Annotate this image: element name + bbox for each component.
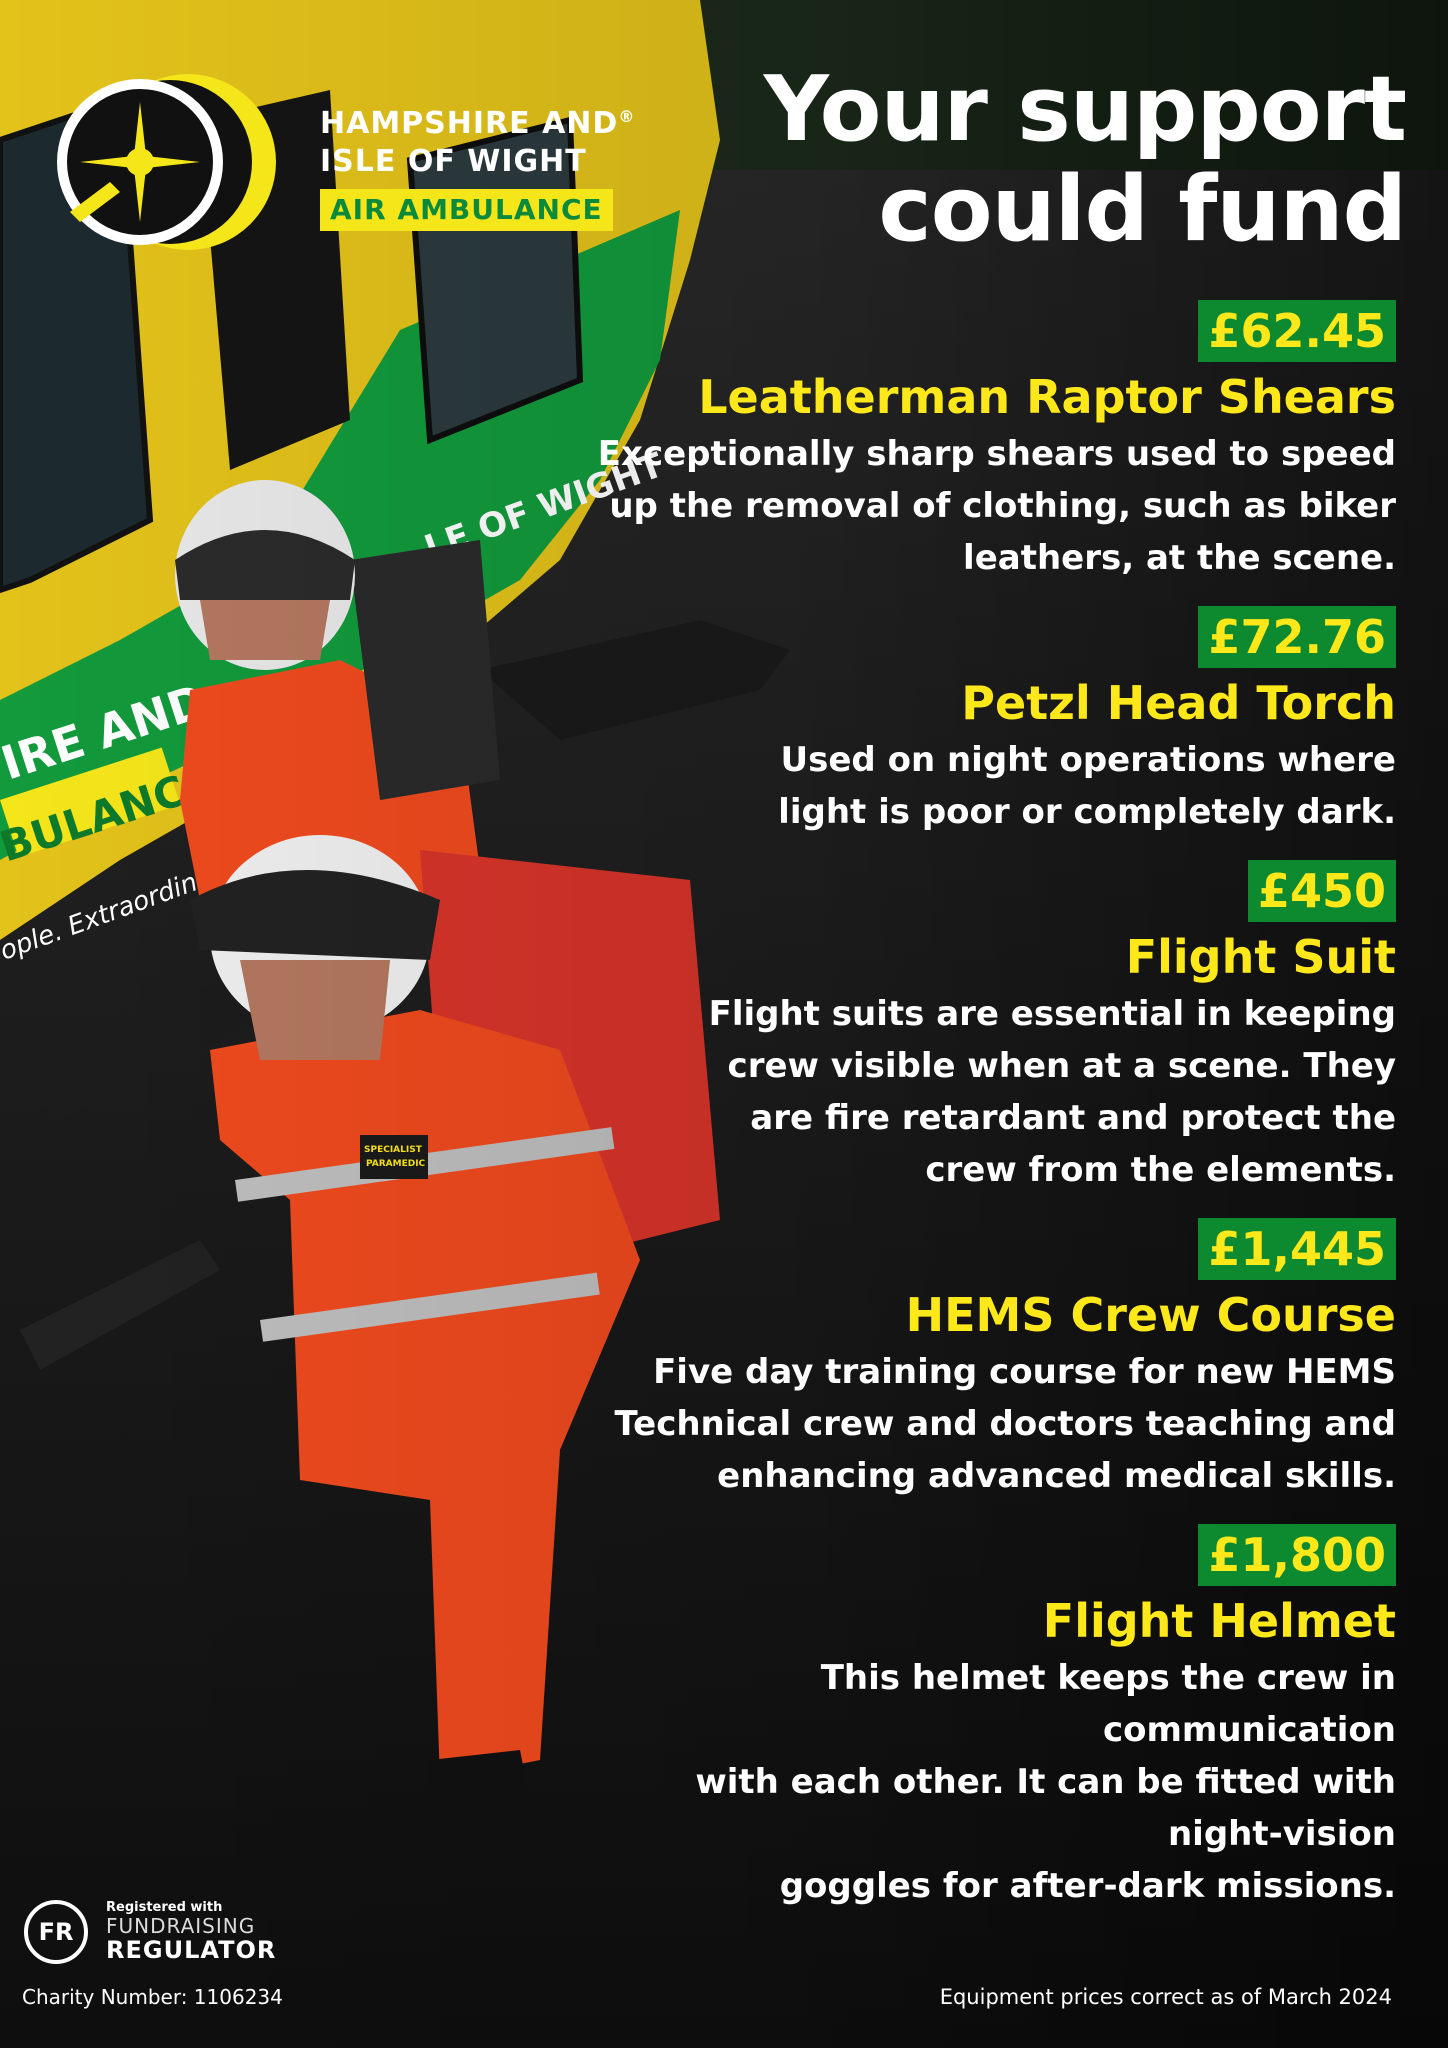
description-line: crew visible when at a scene. They: [727, 1046, 1396, 1086]
description-line: crew from the elements.: [925, 1150, 1396, 1190]
description-line: enhancing advanced medical skills.: [717, 1456, 1396, 1496]
fr-fundraising: FUNDRAISING: [106, 1914, 256, 1938]
item-description: [596, 734, 1396, 838]
fr-registered-with: Registered with: [106, 1900, 223, 1915]
prices-note: Equipment prices correct as of March 2024: [939, 1985, 1392, 2009]
description-line: Technical crew and doctors teaching and: [614, 1404, 1396, 1444]
description-line: goggles for after-dark missions.: [779, 1866, 1396, 1906]
logo-registered-mark: ®: [618, 107, 636, 126]
fr-regulator: REGULATOR: [106, 1936, 277, 1964]
item-description: [596, 428, 1396, 584]
description-line: up the removal of clothing, such as biker: [609, 486, 1396, 526]
fr-icon: FR: [24, 1900, 88, 1964]
headline: [706, 57, 1406, 262]
item-name: Flight Suit: [1125, 930, 1396, 984]
item-name: Flight Helmet: [1042, 1594, 1396, 1648]
logo-line1: HAMPSHIRE AND: [320, 106, 619, 141]
item-price: £450: [1248, 860, 1396, 922]
logo-text: [320, 98, 635, 231]
description-line: leathers, at the scene.: [963, 538, 1396, 578]
item-flight-helmet: [596, 1524, 1396, 1912]
description-line: Exceptionally sharp shears used to speed: [597, 434, 1396, 474]
item-price: £62.45: [1198, 300, 1396, 362]
item-hems-course: [596, 1218, 1396, 1502]
description-line: Five day training course for new HEMS: [653, 1352, 1396, 1392]
item-flight-suit: [596, 860, 1396, 1196]
headline-line2: could fund: [878, 157, 1406, 262]
logo-badge: AIR AMBULANCE: [320, 189, 613, 231]
fundraising-regulator-badge: [24, 1900, 284, 1964]
item-description: [596, 988, 1396, 1196]
description-line: with each other. It can be fitted with night-vision: [695, 1762, 1396, 1854]
headline-line1: Your support: [763, 57, 1406, 162]
item-name: Leatherman Raptor Shears: [698, 370, 1396, 424]
item-name: Petzl Head Torch: [961, 676, 1396, 730]
logo-line2: ISLE OF WIGHT: [320, 144, 587, 179]
charity-number: Charity Number: 1106234: [22, 1985, 283, 2009]
item-price: £72.76: [1198, 606, 1396, 668]
description-line: This helmet keeps the crew in communication: [820, 1658, 1396, 1750]
item-shears: [596, 300, 1396, 584]
item-name: HEMS Crew Course: [905, 1288, 1396, 1342]
item-price: £1,800: [1198, 1524, 1396, 1586]
item-head-torch: [596, 606, 1396, 838]
description-line: Used on night operations where: [780, 740, 1396, 780]
helicopter-crescent-icon: [50, 72, 290, 252]
items-list: [596, 300, 1396, 1934]
item-description: [596, 1346, 1396, 1502]
item-description: [596, 1652, 1396, 1912]
description-line: Flight suits are essential in keeping: [708, 994, 1396, 1034]
item-price: £1,445: [1198, 1218, 1396, 1280]
description-line: are fire retardant and protect the: [750, 1098, 1396, 1138]
description-line: light is poor or completely dark.: [778, 792, 1396, 832]
